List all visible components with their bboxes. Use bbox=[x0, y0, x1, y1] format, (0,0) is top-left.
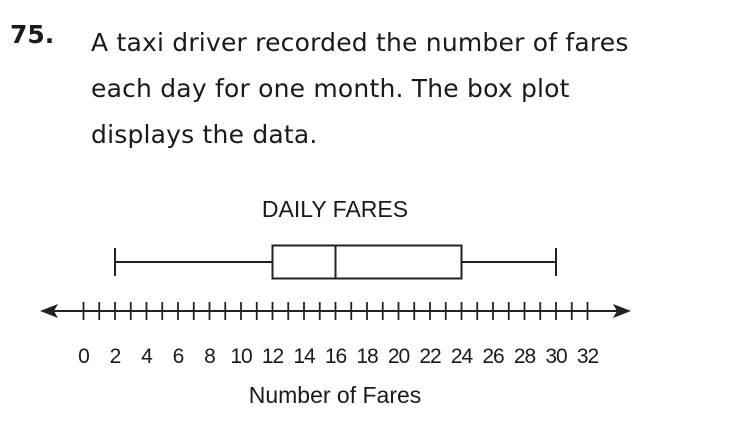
tick-labels bbox=[78, 345, 598, 368]
tick-label: 22 bbox=[419, 345, 441, 368]
number-line bbox=[40, 302, 631, 320]
tick-label: 6 bbox=[172, 345, 184, 368]
tick-label: 18 bbox=[356, 345, 378, 368]
tick-label: 30 bbox=[545, 345, 567, 368]
x-axis-label: Number of Fares bbox=[248, 382, 422, 408]
tick-label: 12 bbox=[261, 345, 284, 368]
question-number: 75. bbox=[10, 20, 55, 49]
tick-label: 8 bbox=[204, 345, 215, 368]
tick-label: 32 bbox=[576, 345, 599, 368]
tick-label: 14 bbox=[293, 345, 315, 368]
tick-label: 4 bbox=[141, 345, 152, 368]
tick-label: 26 bbox=[482, 345, 504, 368]
tick-label: 16 bbox=[324, 345, 347, 368]
question-line-1: A taxi driver recorded the number of fares bbox=[91, 28, 629, 57]
question-line-2: each day for one month. The box plot bbox=[91, 74, 570, 103]
tick-label: 10 bbox=[230, 345, 252, 368]
box-plot bbox=[115, 246, 556, 279]
tick-label: 20 bbox=[387, 345, 410, 368]
tick-label: 2 bbox=[109, 345, 121, 368]
question-line-3: displays the data. bbox=[91, 120, 318, 149]
iqr-box bbox=[273, 246, 462, 279]
tick-label: 28 bbox=[513, 345, 536, 368]
tick-label: 24 bbox=[450, 345, 473, 368]
chart-title: DAILY FARES bbox=[261, 196, 409, 222]
tick-label: 0 bbox=[78, 345, 89, 368]
